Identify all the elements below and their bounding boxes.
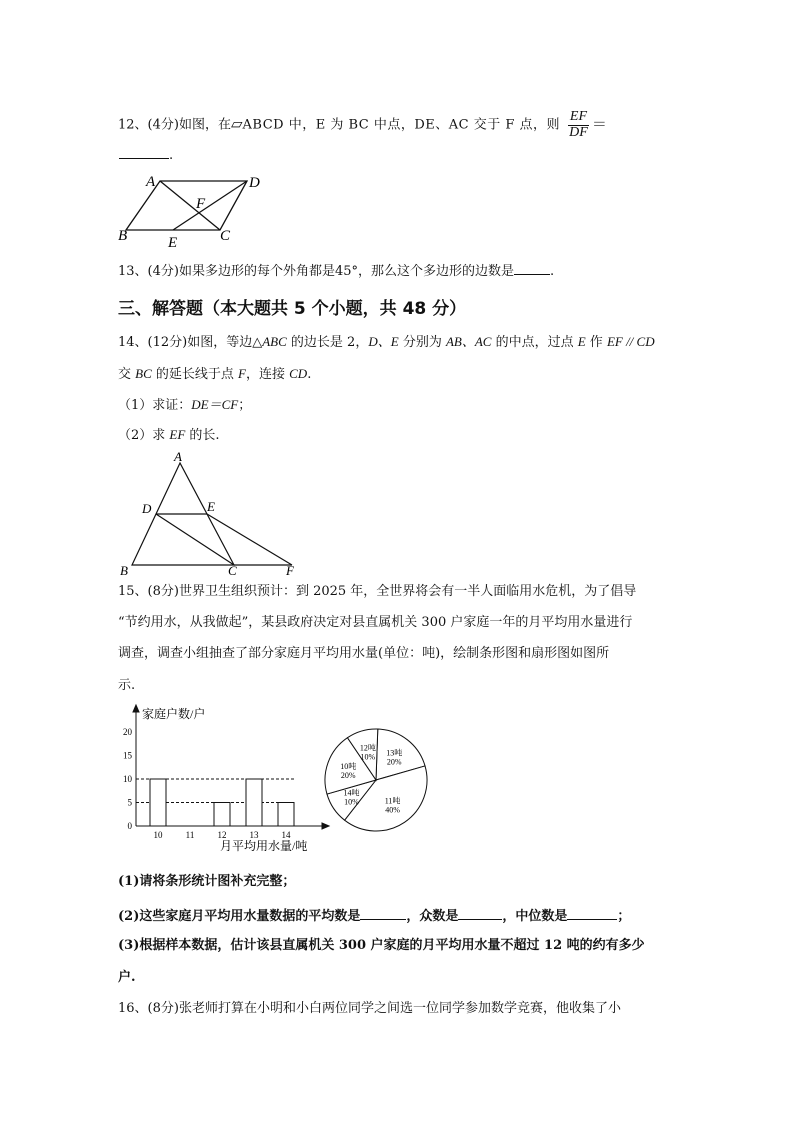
bar-chart <box>110 702 340 862</box>
y-tick-label: 15 <box>123 750 132 761</box>
q16-line1: 16、(8分)张老师打算在小明和小白两位同学之间选一位同学参加数学竞赛，他收集了小 <box>118 1001 621 1016</box>
label-C: C <box>220 228 231 244</box>
pie-slice-percent: 20% <box>386 757 402 767</box>
q14-line1 <box>118 335 655 349</box>
pie-slice-label: 11吨 <box>384 796 401 806</box>
pie-slice-percent: 20% <box>340 770 356 780</box>
label-F: F <box>196 196 206 212</box>
answer-blank[interactable] <box>119 146 169 159</box>
frac-denominator: DF <box>569 124 588 140</box>
pie-slice-label: 12吨 <box>359 743 376 753</box>
q14-italic: EF // CD <box>606 334 655 349</box>
q12-figure <box>110 168 270 252</box>
q14-part1 <box>118 398 251 412</box>
q15-sub3-line2: 户. <box>118 970 136 985</box>
y-tick-label: 5 <box>127 797 132 808</box>
q15-line1: 15、(8分)世界卫生组织预计：到 2025 年，全世界将会有一半人面临用水危机，为了倡导 <box>118 584 637 599</box>
q14-text: 交 <box>118 367 136 382</box>
q15-text: (2)这些家庭月平均用水量数据的平均数是 <box>118 909 361 924</box>
pie-slice-percent: 10% <box>360 752 376 762</box>
q14-italic: BC <box>135 366 152 381</box>
q14-text: . <box>307 367 312 382</box>
pie-chart <box>318 728 434 832</box>
q13-line <box>118 262 554 278</box>
q12-equals: ＝ <box>591 114 607 133</box>
label-D: D <box>249 175 260 191</box>
x-tick-label: 12 <box>217 830 227 840</box>
y-tick-label: 0 <box>127 821 132 831</box>
q12-end: . <box>169 148 174 163</box>
parallelogram-symbol: ▱ <box>230 114 243 133</box>
label-F: F <box>286 563 294 576</box>
y-tick-label: 10 <box>123 774 132 784</box>
mean-blank[interactable] <box>360 907 406 920</box>
label-B: B <box>120 563 128 576</box>
q15-line2: “节约用水，从我做起”，某县政府决定对县直属机关 300 户家庭一年的月平均用水量进行 <box>118 615 633 630</box>
y-axis-arrow <box>133 705 139 712</box>
q14-italic: AB、AC <box>445 334 492 349</box>
q15-line3: 调查，调查小组抽查了部分家庭月平均用水量(单位：吨)，绘制条形图和扇形图如图所 <box>118 646 610 661</box>
q15-text: ，众数是 <box>406 909 459 924</box>
q14-text: 作 <box>585 335 607 350</box>
q14-text: （1）求证： <box>118 398 192 413</box>
y-tick-label: 20 <box>123 727 132 737</box>
parallelogram-abcd <box>126 181 247 230</box>
label-A: A <box>146 174 156 190</box>
q15-text: ，中位数是 <box>502 909 568 924</box>
q12-text: ABCD 中，E 为 BC 中点，DE、AC 交于 F 点，则 <box>242 117 560 133</box>
bar-10 <box>150 779 166 826</box>
q14-text: 的长. <box>185 428 220 443</box>
q12-prefix: 12、(4分)如图，在 <box>118 117 231 133</box>
q14-text: 的中点，过点 <box>491 335 578 350</box>
q14-part2 <box>118 428 220 442</box>
q14-italic: CD <box>289 366 308 381</box>
x-tick-label: 10 <box>153 830 163 840</box>
mode-blank[interactable] <box>458 907 502 920</box>
q15-line4: 示. <box>118 678 136 693</box>
segment-dc <box>156 514 234 565</box>
q14-figure <box>110 448 310 576</box>
q14-text: 14、(12分)如图，等边△ <box>118 335 263 350</box>
q14-italic: F <box>238 366 246 381</box>
q14-italic: E <box>577 334 586 349</box>
bar-12 <box>214 803 230 827</box>
label-A: A <box>174 449 182 464</box>
x-tick-label: 11 <box>185 830 195 840</box>
pie-slice-label: 14吨 <box>343 788 360 798</box>
y-axis-label: 家庭户数/户 <box>142 707 206 721</box>
q12-line <box>118 110 607 140</box>
label-E: E <box>207 499 215 514</box>
q14-italic: ABC <box>262 334 287 349</box>
q14-text: 的边长是 2， <box>286 335 369 350</box>
median-blank[interactable] <box>567 907 617 920</box>
x-tick-label: 14 <box>281 830 291 840</box>
q14-text: ，连接 <box>245 367 290 382</box>
label-C: C <box>228 563 237 576</box>
q14-text: 分别为 <box>398 335 446 350</box>
label-D: D <box>142 501 152 516</box>
q15-sub1: (1)请将条形统计图补充完整； <box>118 874 296 889</box>
label-B: B <box>118 228 128 244</box>
q12-answer <box>119 146 173 162</box>
q14-text: 的延长线于点 <box>151 367 239 382</box>
label-E: E <box>168 235 178 251</box>
pie-slice-label: 13吨 <box>386 748 403 758</box>
q14-text: ； <box>238 398 252 413</box>
q15-text: ； <box>617 909 631 924</box>
x-tick-label: 13 <box>249 830 259 840</box>
q15-sub3-line1: (3)根据样本数据，估计该县直属机关 300 户家庭的月平均用水量不超过 12 吨的约有多少 <box>118 938 645 953</box>
q14-italic: EF <box>169 427 186 442</box>
q14-italic: D、E <box>368 334 399 349</box>
q15-sub2 <box>118 907 630 923</box>
bar-14 <box>278 803 294 827</box>
pie-slice-percent: 10% <box>344 797 359 807</box>
segment-ef <box>207 514 292 565</box>
q14-text: （2）求 <box>118 428 170 443</box>
pie-slice-percent: 40% <box>385 805 400 815</box>
bar-13 <box>246 779 262 826</box>
q14-line2 <box>118 367 311 381</box>
x-axis-label: 月平均用水量/吨 <box>220 839 308 853</box>
answer-blank[interactable] <box>514 262 550 275</box>
frac-numerator: EF <box>569 109 588 124</box>
q13-text: 13、(4分)如果多边形的每个外角都是45°，那么这个多边形的边数是 <box>118 264 514 279</box>
q14-italic: DE＝CF <box>191 397 239 412</box>
pie-slice-label: 10吨 <box>340 761 357 771</box>
q12-fraction <box>567 110 590 140</box>
q13-end: . <box>550 264 555 279</box>
section-heading: 三、解答题（本大题共 5 个小题，共 48 分） <box>118 299 467 319</box>
